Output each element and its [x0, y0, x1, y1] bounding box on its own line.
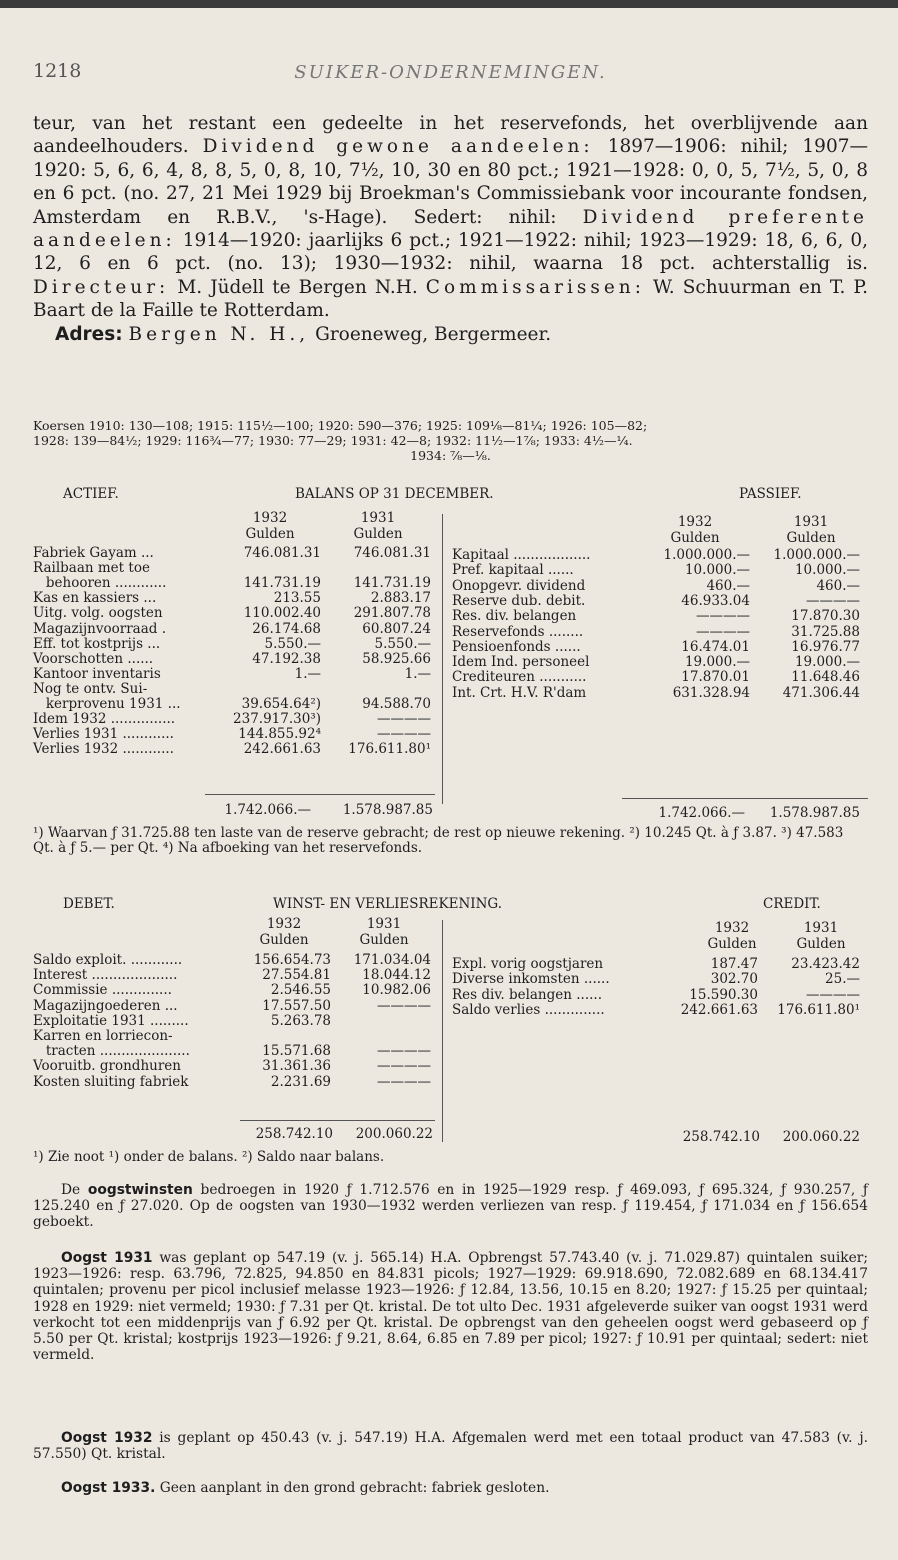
balans-divider [442, 514, 443, 804]
passief-total-rule [622, 798, 868, 799]
row-label: Idem Ind. personeel [452, 654, 590, 671]
table-row [452, 639, 868, 654]
table-row [452, 547, 868, 562]
row-label: Res. div. belangen [452, 608, 577, 625]
row-value-1931: ———— [377, 711, 431, 728]
balans-col-1932: 1932 Gulden [245, 510, 295, 542]
row-value-1931: ———— [806, 986, 860, 1003]
row-label: behooren ............ [33, 575, 167, 592]
row-label: tracten ..................... [33, 1043, 190, 1060]
row-value-1932: 460.— [706, 577, 750, 594]
row-value-1931: 1.000.000.— [773, 547, 860, 563]
row-value-1932: 27.554.81 [262, 967, 331, 984]
row-value-1931: ———— [377, 726, 431, 743]
row-value-1931: 94.588.70 [362, 696, 431, 712]
table-row [33, 982, 433, 997]
table-row [33, 696, 433, 711]
winst-col-1932: 1932 Gulden [259, 916, 309, 948]
row-value-1931: 60.807.24 [362, 620, 431, 637]
row-label: Diverse inkomsten ...... [452, 971, 610, 988]
oogstwinsten-paragraph: De oogstwinsten bedroegen in 1920 ƒ 1.712.576 en in 1925—1929 resp. ƒ 469.093, ƒ 695.324, ƒ 930.257, ƒ 125.240 en ƒ 27.020. Op de oogsten van 1930—1932 werden verliezen van resp. ƒ 119.454, ƒ 171.034 en ƒ 156.654 geboekt. [33, 1182, 868, 1231]
row-value-1931: ———— [377, 997, 431, 1014]
balans-title: BALANS OP 31 DECEMBER. [295, 486, 494, 502]
row-value-1932: 2.231.69 [270, 1073, 331, 1090]
scan-edge [0, 0, 898, 8]
row-value-1931: 23.423.42 [791, 956, 860, 972]
row-label: Exploitatie 1931 ......... [33, 1012, 189, 1029]
table-row [33, 1013, 433, 1028]
row-value-1932: 17.870.01 [681, 669, 750, 686]
row-value-1931: 746.081.31 [353, 545, 431, 561]
table-row [33, 605, 433, 620]
row-value-1931: 141.731.19 [353, 575, 431, 592]
row-value-1932: 39.654.64²) [241, 696, 321, 712]
row-value-1931: 10.982.06 [362, 982, 431, 999]
row-label: Uitg. volg. oogsten [33, 605, 163, 622]
company-intro: teur, van het restant een gedeelte in het reservefonds, het overblijvende aan aandeelhouders. Dividend gewone aandeelen: 1897—1906: nihil; 1907—1920: 5, 6, 6, 4, 8, 8, 5, 0, 8, 10, 7½, 10, 30 en 80 pct.; 1921—1928: 0, 0, 5, 7½, 5, 0, 8 en 6 pct. (no. 27, 21 Mei 1929 bij Broekman's Commissiebank voor incourante fondsen, Amsterdam en R.B.V., 's-Hage). Sedert: nihil: Dividend preferente aandeelen: 1914—1920: jaarlijks 6 pct.; 1921—1922: nihil; 1923—1929: 18, 6, 6, 0, 12, 6 en 6 pct. (no. 13); 1930—1932: nihil, waarna 18 pct. achterstallig is. Directeur: M. Jüdell te Bergen N.H. Commissarissen: W. Schuurman en T. P. Baart de la Faille te Rotterdam. Adres: Bergen N. H., Groeneweg, Bergermeer. [33, 113, 868, 345]
row-label: Crediteuren ........... [452, 669, 587, 686]
table-row [33, 741, 433, 756]
table-row [452, 987, 868, 1002]
row-label: Nog te ontv. Sui- [33, 680, 148, 697]
row-value-1931: 471.306.44 [782, 684, 860, 701]
winst-title: WINST- EN VERLIESREKENING. [273, 896, 503, 912]
row-value-1931: 1.— [404, 665, 431, 682]
balans-col-1931: 1931 Gulden [353, 510, 403, 542]
row-label: Karren en lorriecon- [33, 1028, 173, 1044]
row-value-1932: 2.546.55 [270, 982, 331, 999]
table-row [33, 1043, 433, 1058]
debet-total-rule [240, 1120, 435, 1121]
table-row [33, 545, 433, 560]
row-value-1932: 5.263.78 [270, 1012, 331, 1029]
row-label: Magazijngoederen ... [33, 997, 178, 1014]
row-value-1932: 5.550.— [264, 635, 321, 652]
row-value-1931: ———— [377, 1073, 431, 1090]
row-label: Reserve dub. debit. [452, 592, 586, 609]
row-label: Kapitaal .................. [452, 547, 591, 563]
row-label: Expl. vorig oogstjaren [452, 956, 604, 972]
row-label: Fabriek Gayam ... [33, 545, 154, 561]
row-label: Res div. belangen ...... [452, 986, 602, 1003]
koersen-block: Koersen 1910: 130—108; 1915: 115½—100; 1920: 590—376; 1925: 109⅛—81¼; 1926: 105—82; 1928: 139—84½; 1929: 116¾—77; 1930: 77—29; 1931: 42—8; 1932: 11½—1⅞; 1933: 4½—¼. 1934: ⅞—⅛. [33, 418, 648, 463]
balans-passief-col-1932: 1932 Gulden [670, 514, 720, 546]
row-label: Eff. tot kostprijs ... [33, 635, 161, 652]
row-value-1931: 176.611.80¹ [777, 1001, 860, 1018]
row-label: Saldo exploit. ............ [33, 952, 183, 968]
page-number: 1218 [33, 60, 82, 82]
row-value-1932: 19.000.— [684, 654, 750, 671]
page-header [33, 60, 868, 90]
address-label: Adres: [55, 323, 123, 345]
row-value-1931: 17.870.30 [791, 608, 860, 625]
table-row [33, 651, 433, 666]
row-value-1932: ———— [696, 623, 750, 640]
row-value-1932: 46.933.04 [681, 592, 750, 609]
table-row [452, 956, 868, 971]
row-value-1931: 25.— [825, 971, 860, 988]
row-label: Kas en kassiers ... [33, 590, 157, 607]
table-row [452, 624, 868, 639]
row-value-1932: 237.917.30³) [233, 711, 321, 728]
row-value-1932: 15.571.68 [262, 1043, 331, 1060]
running-title: SUIKER-ONDERNEMINGEN. [294, 62, 607, 83]
row-value-1932: 187.47 [710, 956, 758, 972]
row-value-1932: 15.590.30 [689, 986, 758, 1003]
row-label: Magazijnvoorraad . [33, 620, 166, 637]
row-value-1931: ———— [806, 592, 860, 609]
row-value-1932: 141.731.19 [243, 575, 321, 592]
table-row [452, 608, 868, 623]
row-value-1931: 5.550.— [374, 635, 431, 652]
row-value-1931: 18.044.12 [362, 967, 431, 984]
document-page: 1218 SUIKER-ONDERNEMINGEN. teur, van het restant een gedeelte in het reservefonds, het overblijvende aan aandeelhouders. Dividend gewone aandeelen: 1897—1906: nihil; 1907—1920: 5, 6, 6, 4, 8, 8, 5, 0, 8, 10, 7½, 10, 30 en 80 pct.; 1921—1928: 0, 0, 5, 7½, 5, 0, 8 en 6 pct. (no. 27, 21 Mei 1929 bij Broekman's Commissiebank voor incourante fondsen, Amsterdam en R.B.V., 's-Hage). Sedert: nihil: Dividend preferente aandeelen: 1914—1920: jaarlijks 6 pct.; 1921—1922: nihil; 1923—1929: 18, 6, 6, 0, 12, 6 en 6 pct. (no. 13); 1930—1932: nihil, waarna 18 pct. achterstallig is. Directeur: M. Jüdell te Bergen N.H. Commissarissen: W. Schuurman en T. P. Baart de la Faille te Rotterdam. Adres: Bergen N. H., Groeneweg, Bergermeer. Koersen 1910: 130—108; 1915: 115½—100; 1920: 590—376; 1925: 109⅛—81¼; 1926: 105—82; 1928: 139—84½; 1929: 116¾—77; 1930: 77—29; 1931: 42—8; 1932: 11½—1⅞; 1933: 4½—¼. 1934: ⅞—⅛. ACTIEF. BALANS OP 31 DECEMBER. PASSIEF. 1932 Gulden 1931 Gulden 1932 Gulden 1931 Gulden Fabriek Gayam ... 746.081.31 746.081.31 Railbaan met toe behooren ............ 141.731.19 141.731.19 Kas en kassiers ... 213.55 2.883.17 Uitg. volg. oogsten 110.002.40 291.807.78 Magazijnvoorraad . 26.174.68 60.807.24 Eff. tot kostprijs ... 5.550.— 5.550.— Voorschotten ...... 47.192.38 58.925.66 Kantoor inventaris 1.— 1.— Nog te ontv. Sui- kerprovenu 1931 ... 39.654.64²) 94.588.70 Idem 1932 ............... 237.917.30³) ———— Verlies 1931 ............ 144.855.92⁴ ———— Verlies 1932 ............ 242.661.63 176.611.80¹ Kapitaal .................. 1.000.000.— 1.000.000.— Pref. kapitaal ...... 10.000.— 10.000.— Onopgevr. dividend 460.— 460.— Reserve dub. debit. 46.933.04 ———— Res. div. belangen ———— 17.870.30 Reservefonds ........ ———— 31.725.88 Pensioenfonds ...... 16.474.01 16.976.77 Idem Ind. personeel 19.000.— 19.000.— Crediteuren ........... 17.870.01 11.648.46 Int. Crt. H.V. R'dam 631.328.94 471.306.44 1.742.066.— 1.578.987.85 1.742.066.— 1.578.987.85 ¹) Waarvan ƒ 31.725.88 ten laste van de reserve gebracht; de rest op nieuwe rekening. ²) 10.245 Qt. à ƒ 3.87. ³) 47.583 Qt. à ƒ 5.— per Qt. ⁴) Na afboeking van het reservefonds. DEBET. WINST- EN VERLIESREKENING. CREDIT. 1932 Gulden 1931 Gulden 1932 Gulden 1931 Gulden Saldo exploit. ............ 156.654.73 171.034.04 Interest .................... 27.554.81 18.044.12 Commissie .............. 2.546.55 10.982.06 Magazijngoederen ... 17.557.50 ———— Exploitatie 1931 ......... 5.263.78 Karren en lorriecon- tracten ..................... 15.571.68 ———— Vooruitb. grondhuren 31.361.36 ———— Kosten sluiting fabriek 2.231.69 ———— Expl. vorig oogstjaren 187.47 23.423.42 Diverse inkomsten ...... 302.70 25.— Res div. belangen ...... 15.590.30 ———— Saldo verlies .............. 242.661.63 176.611.80¹ 258.742.10 200.060.22 258.742.10 200.060.22 ¹) Zie noot ¹) onder de balans. ²) Saldo naar balans. De oogstwinsten bedroegen in 1920 ƒ 1.712.576 en in 1925—1929 resp. ƒ 469.093, ƒ 695.324, ƒ 930.257, ƒ 125.240 en ƒ 27.020. Op de oogsten van 1930—1932 werden verliezen van resp. ƒ 119.454, ƒ 171.034 en ƒ 156.654 geboekt. Oogst 1931 was geplant op 547.19 (v. j. 565.14) H.A. Opbrengst 57.743.40 (v. j. 71.029.87) quintalen suiker; 1923—1926: resp. 63.796, 72.825, 94.850 en 84.831 picols; 1927—1929: 69.918.690, 72.082.689 en 68.134.417 quintalen; provenu per picol inclusief melasse 1923—1926: ƒ 12.84, 13.56, 10.15 en 8.20; 1927: ƒ 15.25 per quintaal; 1928 en 1929: niet vermeld; 1930: ƒ 7.31 per Qt. kristal. De tot ulto Dec. 1931 afgeleverde suiker van oogst 1931 werd verkocht tot een middenprijs van ƒ 6.92 per Qt. kristal. De opbrengst van den geheelen oogst werd gebaseerd op ƒ 5.50 per Qt. kristal; kostprijs 1923—1926: ƒ 9.21, 8.64, 6.85 en 7.89 per picol; 1927: ƒ 10.91 per quintaal; sedert: niet vermeld. Oogst 1932 is geplant op 450.43 (v. j. 547.19) H.A. Afgemalen werd met een totaal product van 47.583 (v. j. 57.550) Qt. kristal. Oogst 1933. Geen aanplant in den grond gebracht: fabriek gesloten. [0, 0, 898, 1560]
table-row [33, 711, 433, 726]
winst-divider [442, 920, 443, 1142]
credit-col-1932: 1932 Gulden [707, 920, 757, 952]
row-value-1932: 26.174.68 [252, 620, 321, 637]
row-label: Verlies 1932 ............ [33, 741, 174, 758]
table-row [452, 654, 868, 669]
table-row [452, 578, 868, 593]
row-label: Idem 1932 ............... [33, 711, 176, 728]
row-label: Saldo verlies .............. [452, 1001, 605, 1018]
table-row [33, 621, 433, 636]
row-value-1931: 171.034.04 [353, 952, 431, 968]
table-row [452, 669, 868, 684]
table-row [33, 636, 433, 651]
row-label: Voorschotten ...... [33, 650, 154, 667]
oogst-1931-paragraph: Oogst 1931 was geplant op 547.19 (v. j. 565.14) H.A. Opbrengst 57.743.40 (v. j. 71.029.87) quintalen suiker; 1923—1926: resp. 63.796, 72.825, 94.850 en 84.831 picols; 1927—1929: 69.918.690, 72.082.689 en 68.134.417 quintalen; provenu per picol inclusief melasse 1923—1926: ƒ 12.84, 13.56, 10.15 en 8.20; 1927: ƒ 15.25 per quintaal; 1928 en 1929: niet vermeld; 1930: ƒ 7.31 per Qt. kristal. De tot ulto Dec. 1931 afgeleverde suiker van oogst 1931 werd verkocht tot een middenprijs van ƒ 6.92 per Qt. kristal. De opbrengst van den geheelen oogst werd gebaseerd op ƒ 5.50 per Qt. kristal; kostprijs 1923—1926: ƒ 9.21, 8.64, 6.85 en 7.89 per picol; 1927: ƒ 10.91 per quintaal; sedert: niet vermeld. [33, 1250, 868, 1364]
row-label: Int. Crt. H.V. R'dam [452, 684, 587, 701]
table-row [33, 560, 433, 575]
row-value-1931: 10.000.— [794, 562, 860, 579]
row-value-1931: ———— [377, 1043, 431, 1060]
row-label: Pensioenfonds ...... [452, 638, 581, 655]
row-label: kerprovenu 1931 ... [33, 696, 181, 712]
table-row [452, 971, 868, 986]
row-value-1931: 11.648.46 [791, 669, 860, 686]
credit-col-1931: 1931 Gulden [796, 920, 846, 952]
row-label: Railbaan met toe [33, 560, 150, 577]
balans-footnote: ¹) Waarvan ƒ 31.725.88 ten laste van de reserve gebracht; de rest op nieuwe rekening. ²) 10.245 Qt. à ƒ 3.87. ³) 47.583 Qt. à ƒ 5.— per Qt. ⁴) Na afboeking van het reservefonds. [33, 825, 844, 856]
table-row [33, 681, 433, 696]
row-value-1931: 2.883.17 [370, 590, 431, 607]
row-label: Pref. kapitaal ...... [452, 562, 574, 579]
row-value-1931: 460.— [816, 577, 860, 594]
row-value-1931: 19.000.— [794, 654, 860, 671]
row-value-1931: 31.725.88 [791, 623, 860, 640]
table-row [33, 575, 433, 590]
row-label: Commissie .............. [33, 982, 172, 999]
oogst-1932-paragraph: Oogst 1932 is geplant op 450.43 (v. j. 547.19) H.A. Afgemalen werd met een totaal product van 47.583 (v. j. 57.550) Qt. kristal. [33, 1430, 868, 1463]
table-row [33, 952, 433, 967]
table-row [33, 967, 433, 982]
row-value-1932: 110.002.40 [243, 605, 321, 622]
row-value-1932: 213.55 [273, 590, 321, 607]
table-row [33, 1058, 433, 1073]
row-value-1932: 31.361.36 [262, 1058, 331, 1075]
row-value-1932: 16.474.01 [681, 638, 750, 655]
row-label: Reservefonds ........ [452, 623, 584, 640]
balans-passief-col-1931: 1931 Gulden [786, 514, 836, 546]
row-label: Kosten sluiting fabriek [33, 1073, 189, 1090]
row-value-1932: ———— [696, 608, 750, 625]
table-row [452, 562, 868, 577]
table-row [452, 593, 868, 608]
table-row [452, 685, 868, 700]
row-value-1932: 242.661.63 [243, 741, 321, 758]
row-value-1932: 746.081.31 [243, 545, 321, 561]
table-row [33, 1074, 433, 1089]
row-value-1932: 1.000.000.— [663, 547, 750, 563]
table-row [33, 590, 433, 605]
row-label: Kantoor inventaris [33, 665, 161, 682]
row-value-1932: 10.000.— [684, 562, 750, 579]
row-value-1932: 242.661.63 [680, 1001, 758, 1018]
row-label: Onopgevr. dividend [452, 577, 586, 594]
row-label: Verlies 1931 ............ [33, 726, 174, 743]
row-value-1932: 47.192.38 [252, 650, 321, 667]
row-label: Interest .................... [33, 967, 178, 984]
row-label: Vooruitb. grondhuren [33, 1058, 181, 1075]
row-value-1932: 302.70 [710, 971, 758, 988]
row-value-1931: 176.611.80¹ [348, 741, 431, 758]
row-value-1931: 291.807.78 [353, 605, 431, 622]
row-value-1932: 144.855.92⁴ [238, 726, 321, 743]
row-value-1932: 17.557.50 [262, 997, 331, 1014]
row-value-1932: 156.654.73 [253, 952, 331, 968]
row-value-1932: 631.328.94 [672, 684, 750, 701]
winst-footnote: ¹) Zie noot ¹) onder de balans. ²) Saldo naar balans. [33, 1149, 385, 1165]
table-row [33, 1028, 433, 1043]
winst-col-1931: 1931 Gulden [359, 916, 409, 948]
row-value-1932: 1.— [294, 665, 321, 682]
row-value-1931: 16.976.77 [791, 638, 860, 655]
row-value-1931: ———— [377, 1058, 431, 1075]
row-value-1931: 58.925.66 [362, 650, 431, 667]
actief-total-rule [205, 794, 435, 795]
table-row [33, 666, 433, 681]
oogst-1933-paragraph: Oogst 1933. Geen aanplant in den grond gebracht: fabriek gesloten. [61, 1480, 550, 1496]
table-row [33, 726, 433, 741]
table-row [33, 998, 433, 1013]
table-row [452, 1002, 868, 1017]
